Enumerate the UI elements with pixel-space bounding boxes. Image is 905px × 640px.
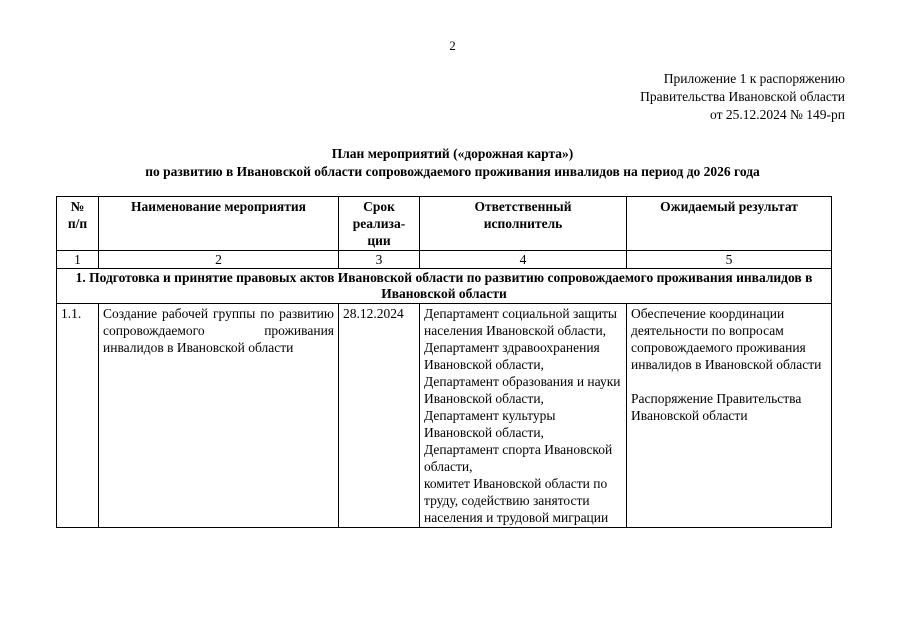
appendix-line-1: Приложение 1 к распоряжению xyxy=(663,71,845,86)
roadmap-table xyxy=(56,196,832,528)
header-name: Наименование мероприятия xyxy=(99,197,339,251)
column-number: 3 xyxy=(339,251,420,269)
column-number-row xyxy=(57,251,832,269)
row-num: 1.1. xyxy=(57,304,99,528)
column-number: 4 xyxy=(420,251,627,269)
responsible-item: комитет Ивановской области по труду, содействию занятости населения и трудовой миграции xyxy=(424,476,609,525)
section-row xyxy=(57,269,832,304)
section-title: 1. Подготовка и принятие правовых актов Ивановской области по развитию сопровождаемого проживания инвалидов в Ивановской области xyxy=(57,269,832,304)
responsible-item: Департамент культуры Ивановской области, xyxy=(424,408,556,440)
header-deadline-line-2: реализа- xyxy=(352,216,406,231)
result-gap xyxy=(631,373,827,390)
document-title xyxy=(0,145,905,181)
header-num xyxy=(57,197,99,251)
result-paragraph-2: Распоряжение Правительства Ивановской области xyxy=(631,391,802,423)
title-line-2: по развитию в Ивановской области сопровождаемого проживания инвалидов на период до 2026 года xyxy=(145,164,760,179)
responsible-item: Департамент спорта Ивановской области, xyxy=(424,442,613,474)
header-num-line-1: № xyxy=(70,199,85,214)
column-number: 1 xyxy=(57,251,99,269)
header-deadline-line-1: Срок xyxy=(363,199,395,214)
page-number: 2 xyxy=(449,38,456,53)
responsible-item: Департамент социальной защиты населения Ивановской области, xyxy=(424,306,617,338)
appendix-line-3: от 25.12.2024 № 149-рп xyxy=(710,107,845,122)
header-result: Ожидаемый результат xyxy=(627,197,832,251)
result-paragraph-1: Обеспечение координации деятельности по вопросам сопровождаемого проживания инвалидов в Ивановской области xyxy=(631,306,822,372)
responsible-item: Департамент образования и науки Ивановской области, xyxy=(424,374,621,406)
header-num-line-2: п/п xyxy=(67,216,88,231)
table-row xyxy=(57,304,832,528)
appendix-header xyxy=(640,70,845,124)
row-deadline: 28.12.2024 xyxy=(339,304,420,528)
header-responsible xyxy=(420,197,627,251)
row-name: Создание рабочей группы по развитию сопровождаемого проживания инвалидов в Ивановской области xyxy=(99,304,339,528)
responsible-item: Департамент здравоохранения Ивановской области, xyxy=(424,340,600,372)
title-line-1: План мероприятий («дорожная карта») xyxy=(331,146,574,161)
row-responsible xyxy=(420,304,627,528)
header-deadline-line-3: ции xyxy=(367,233,391,248)
header-responsible-line-2: исполнитель xyxy=(483,216,563,231)
column-number: 2 xyxy=(99,251,339,269)
column-number: 5 xyxy=(627,251,832,269)
table-header-row xyxy=(57,197,832,251)
row-result xyxy=(627,304,832,528)
appendix-line-2: Правительства Ивановской области xyxy=(640,89,845,104)
header-deadline xyxy=(339,197,420,251)
header-responsible-line-1: Ответственный xyxy=(474,199,572,214)
